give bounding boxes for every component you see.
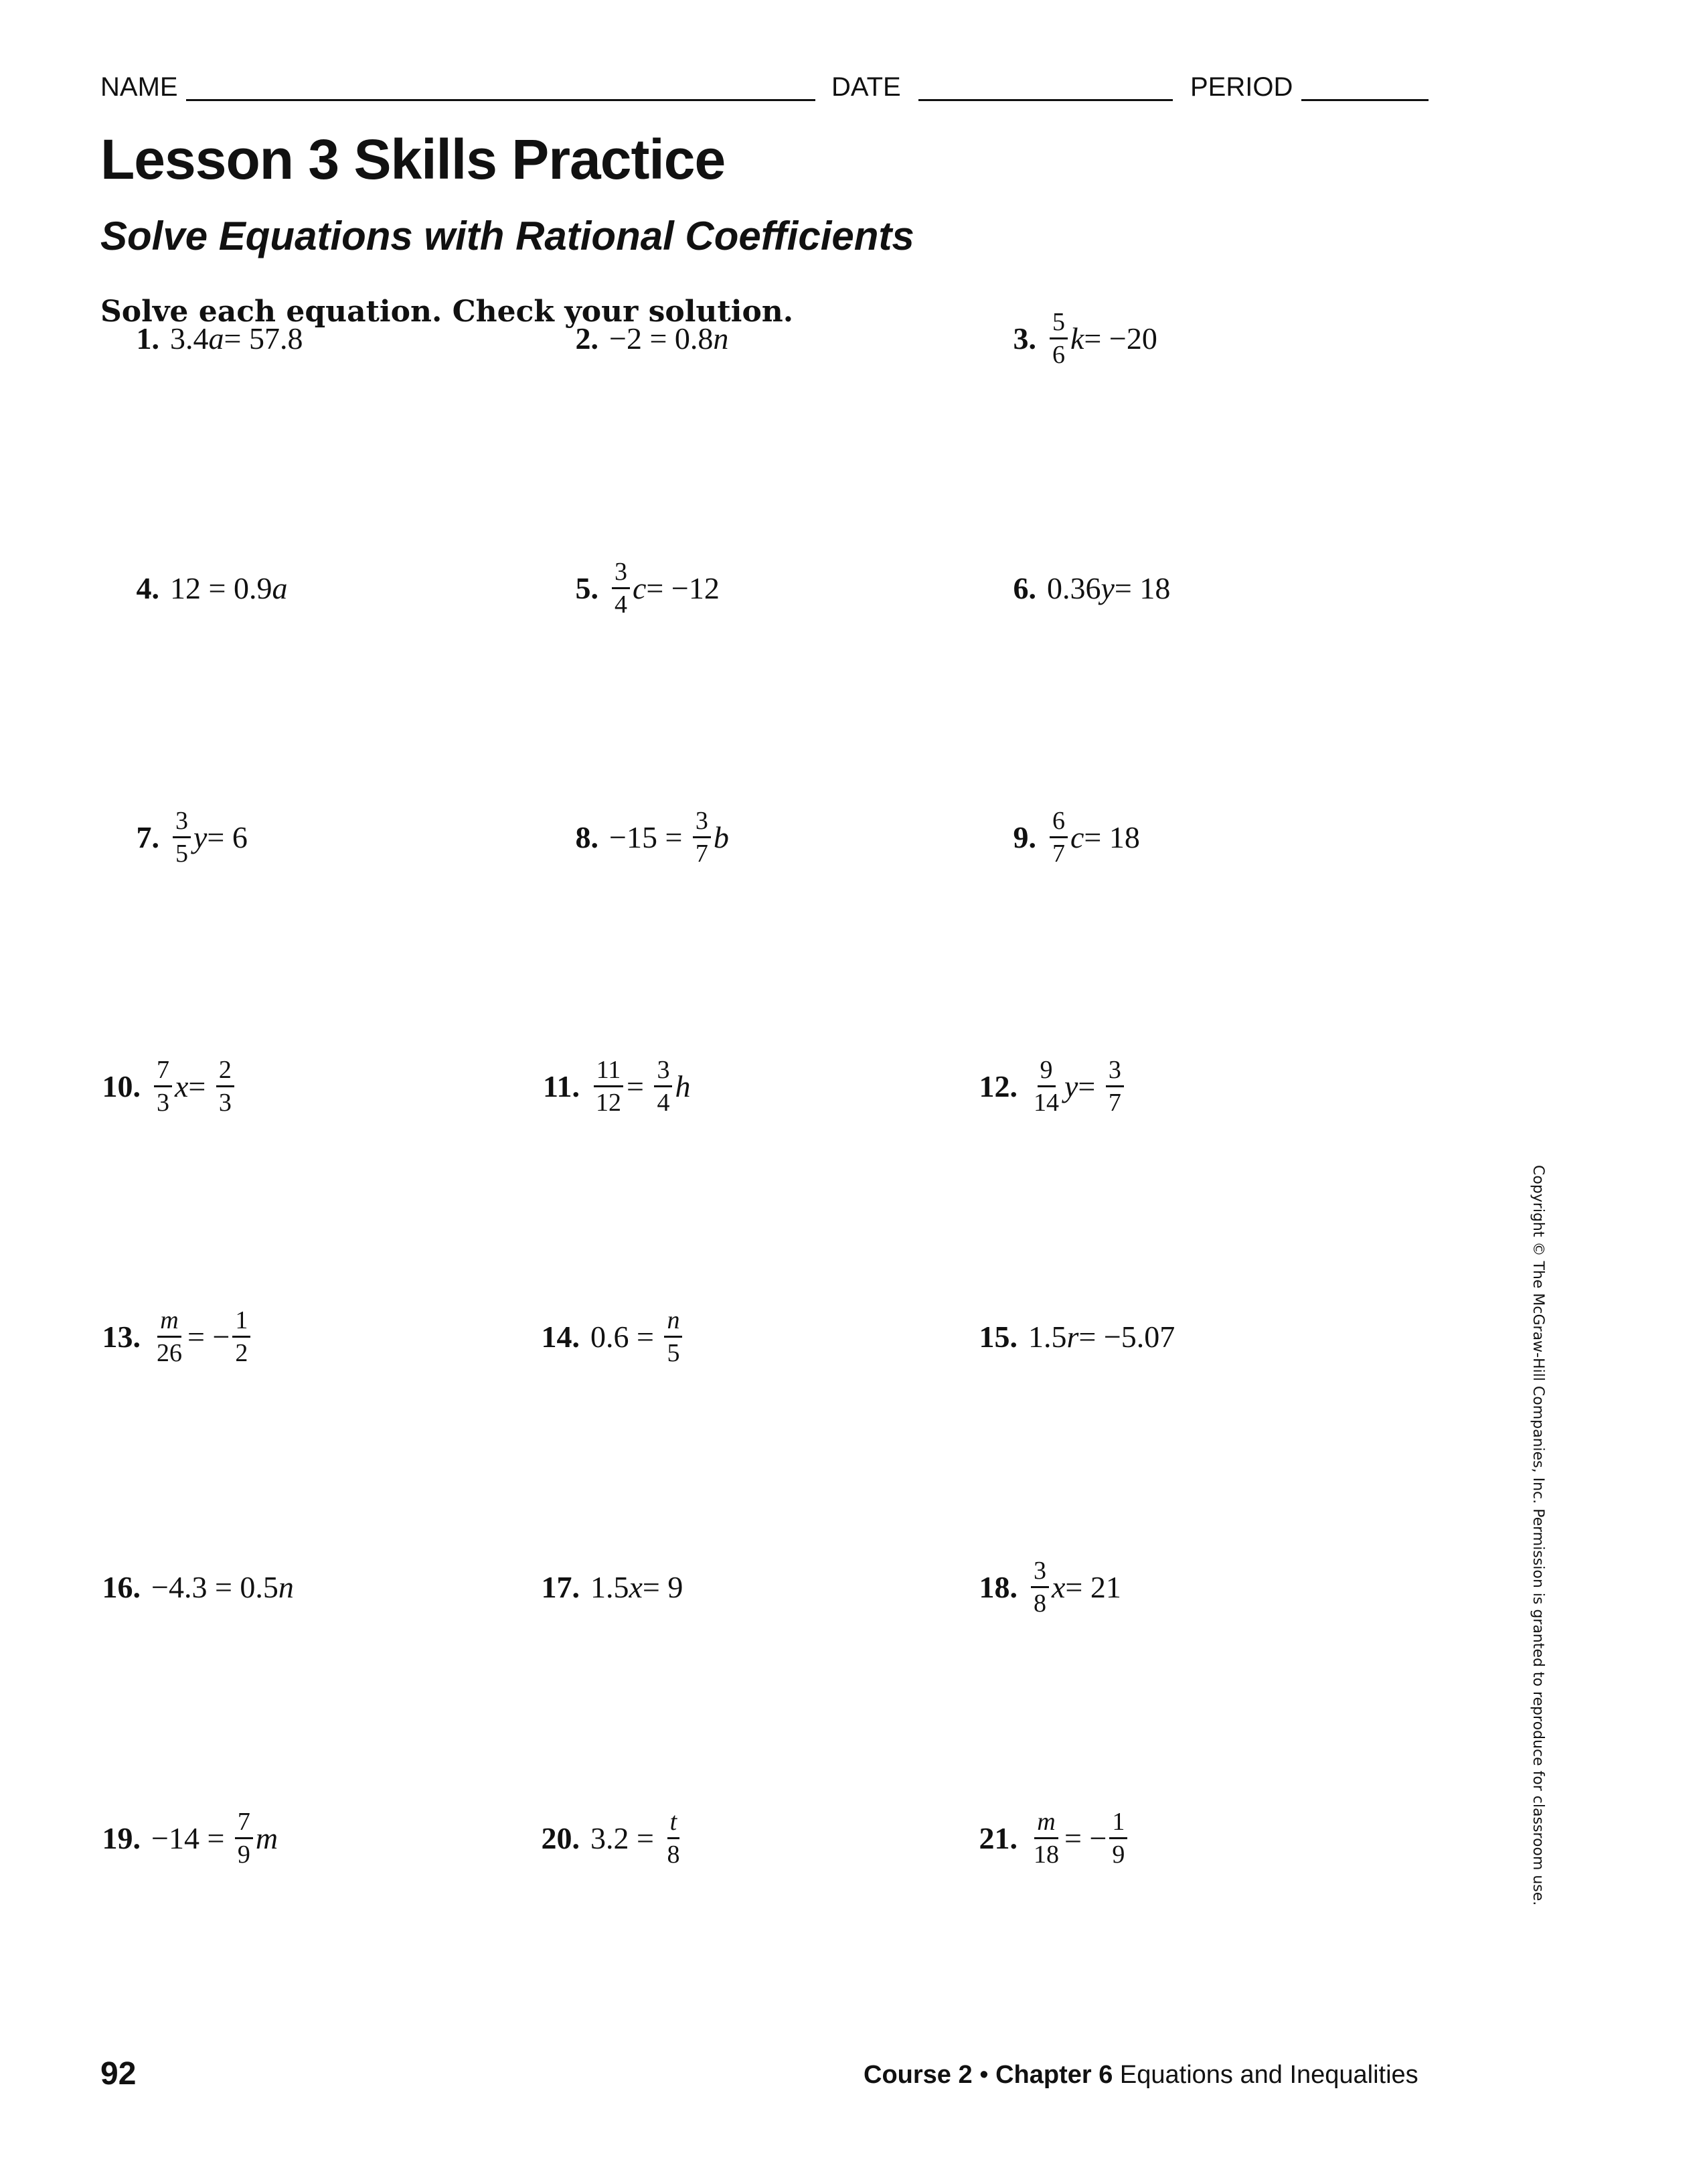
page-title: Lesson 3 Skills Practice xyxy=(100,128,726,191)
fraction: $\frac{t}{8}$ xyxy=(667,1807,680,1869)
problem-equation: $\frac{9}{14}$ y = $\frac{3}{7}$ xyxy=(1028,1057,1127,1115)
problem-equation: $\frac{11}{12}$ = $\frac{3}{4}$ h xyxy=(590,1057,690,1115)
page-number: 92 xyxy=(100,2056,137,2092)
problem-equation: −4.3 = 0.5 n xyxy=(151,1569,294,1604)
problem-number: 7. xyxy=(136,820,159,854)
problem-number: 18. xyxy=(979,1569,1018,1604)
problem-equation: −14 = $\frac{7}{9}$ m xyxy=(151,1807,278,1869)
problem-number: 3. xyxy=(1013,321,1036,356)
fraction: $\frac{6}{7}$ xyxy=(1050,808,1068,866)
fraction: $\frac{1}{2}$ xyxy=(232,1308,250,1366)
problem-1 xyxy=(119,301,303,375)
copyright-notice: Copyright © The McGraw-Hill Companies, Inc. Permission is granted to reproduce for classroom use. xyxy=(1530,1165,1546,1906)
problem-number: 6. xyxy=(1013,570,1036,605)
problem-equation: $\frac{3}{5}$ y = 6 xyxy=(170,808,248,866)
problem-equation: $\frac{6}{7}$ c = 18 xyxy=(1047,808,1140,866)
problem-equation: 1.5 r = −5.07 xyxy=(1028,1319,1175,1354)
problem-number: 15. xyxy=(979,1319,1018,1354)
problem-9 xyxy=(996,800,1140,874)
problem-21 xyxy=(977,1801,1130,1875)
footer-course-info xyxy=(864,2061,1418,2090)
problem-7 xyxy=(119,800,248,874)
problem-equation: $\frac{m}{18}$ = − $\frac{1}{9}$ xyxy=(1028,1809,1130,1867)
problem-12 xyxy=(977,1049,1127,1123)
fraction: $\frac{1}{9}$ xyxy=(1109,1809,1127,1867)
period-label: PERIOD xyxy=(1190,72,1293,102)
problem-number: 10. xyxy=(102,1069,141,1103)
problem-number: 5. xyxy=(575,570,598,605)
problem-equation: 12 = 0.9 a xyxy=(170,570,288,605)
problem-number: 17. xyxy=(541,1569,580,1604)
problem-6 xyxy=(996,551,1170,625)
problem-19 xyxy=(100,1801,278,1875)
fraction: $\frac{7}{9}$ xyxy=(235,1809,253,1867)
period-line[interactable] xyxy=(1301,99,1429,101)
problem-13 xyxy=(100,1300,253,1373)
fraction: $\frac{3}{7}$ xyxy=(693,808,711,866)
instructions: Solve each equation. Check your solution. xyxy=(100,295,794,329)
fraction: $\frac{m}{18}$ xyxy=(1034,1807,1059,1869)
fraction: $\frac{m}{26}$ xyxy=(157,1306,182,1367)
problem-4 xyxy=(119,551,287,625)
problem-equation: −2 = 0.8 n xyxy=(609,321,729,356)
fraction: $\frac{3}{5}$ xyxy=(173,808,191,866)
problem-number: 2. xyxy=(575,321,598,356)
fraction: $\frac{11}{12}$ xyxy=(593,1057,624,1115)
problem-number: 11. xyxy=(543,1069,580,1103)
problem-number: 13. xyxy=(102,1319,141,1354)
problem-16 xyxy=(100,1550,294,1624)
problem-number: 19. xyxy=(102,1820,141,1855)
footer-separator: • xyxy=(979,2061,989,2089)
problem-20 xyxy=(540,1801,685,1875)
problem-equation: 0.6 = $\frac{n}{5}$ xyxy=(590,1308,685,1366)
name-line[interactable] xyxy=(186,99,815,101)
problem-11 xyxy=(540,1049,690,1123)
fraction: $\frac{3}{4}$ xyxy=(612,559,630,617)
fraction: $\frac{3}{8}$ xyxy=(1031,1558,1049,1616)
footer-chapter-title: Equations and Inequalities xyxy=(1119,2061,1418,2089)
fraction: $\frac{n}{5}$ xyxy=(664,1308,682,1366)
page-subtitle: Solve Equations with Rational Coefficients xyxy=(100,214,914,258)
problem-15 xyxy=(977,1300,1175,1373)
problem-equation: $\frac{7}{3}$ x = $\frac{2}{3}$ xyxy=(151,1057,237,1115)
date-label: DATE xyxy=(831,72,901,102)
problem-number: 20. xyxy=(541,1820,580,1855)
problem-number: 1. xyxy=(136,321,159,356)
problem-equation: $\frac{5}{6}$ k = −20 xyxy=(1047,309,1157,368)
problem-2 xyxy=(558,301,728,375)
problem-equation: 0.36 y = 18 xyxy=(1047,570,1171,605)
problem-number: 21. xyxy=(979,1820,1018,1855)
fraction: $\frac{3}{4}$ xyxy=(654,1057,672,1115)
fraction: $\frac{3}{7}$ xyxy=(1106,1057,1124,1115)
problem-14 xyxy=(540,1300,685,1373)
problem-equation: 3.4 a = 57.8 xyxy=(170,321,303,356)
problem-equation: $\frac{3}{4}$ c = −12 xyxy=(609,559,720,617)
problem-3 xyxy=(996,301,1157,375)
problem-equation: $\frac{m}{26}$ = − $\frac{1}{2}$ xyxy=(151,1308,253,1366)
name-label: NAME xyxy=(100,72,178,102)
problem-5 xyxy=(558,551,720,625)
footer-chapter: Chapter 6 xyxy=(995,2061,1113,2089)
problem-18 xyxy=(977,1550,1121,1624)
fraction: $\frac{2}{3}$ xyxy=(216,1057,234,1115)
problem-number: 14. xyxy=(541,1319,580,1354)
fraction: $\frac{5}{6}$ xyxy=(1050,309,1068,368)
fraction: $\frac{9}{14}$ xyxy=(1034,1055,1059,1117)
problem-10 xyxy=(100,1049,237,1123)
problem-number: 9. xyxy=(1013,820,1036,854)
problem-number: 4. xyxy=(136,570,159,605)
problem-equation: 3.2 = $\frac{t}{8}$ xyxy=(590,1809,685,1867)
problem-equation: 1.5 x = 9 xyxy=(590,1569,683,1604)
problem-17 xyxy=(540,1550,683,1624)
problem-equation: $\frac{3}{8}$ x = 21 xyxy=(1028,1558,1121,1616)
date-line[interactable] xyxy=(918,99,1173,101)
problem-number: 16. xyxy=(102,1569,141,1604)
problem-8 xyxy=(558,800,729,874)
problem-number: 8. xyxy=(575,820,598,854)
problem-number: 12. xyxy=(979,1069,1018,1103)
fraction: $\frac{7}{3}$ xyxy=(154,1057,172,1115)
footer-course: Course 2 xyxy=(864,2061,973,2089)
problem-equation: −15 = $\frac{3}{7}$ b xyxy=(609,806,729,868)
